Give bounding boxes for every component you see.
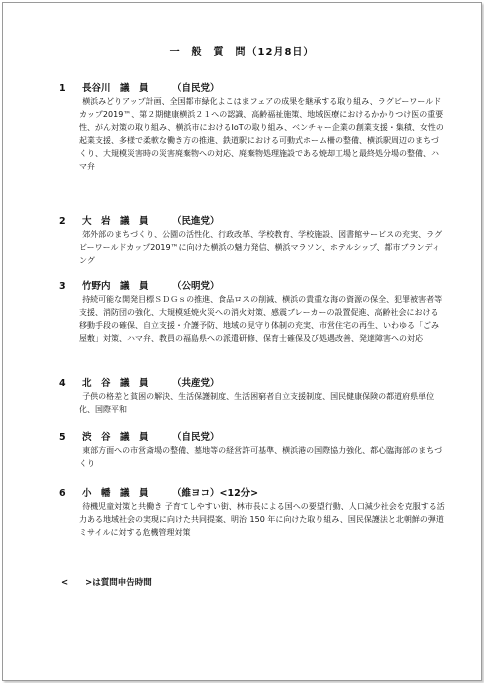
question-topics: 子供の格差と貧困の解決、生活保護制度、生活困窮者自立支援制度、国民健康保険の都道府県単位化、国際平和 [79, 392, 435, 414]
member-heading [59, 431, 445, 444]
member-party: （維ヨコ）<12分> [172, 488, 259, 499]
member-heading [59, 215, 445, 228]
member-party: （自民党） [172, 432, 220, 443]
page-title: 一 般 質 問（12月8日） [169, 47, 315, 58]
member-party: （公明党） [172, 281, 220, 292]
footnote: < >は質問申告時間 [61, 578, 152, 588]
question-section [59, 215, 445, 267]
question-topics: 郊外部のまちづくり、公園の活性化、行政改革、学校教育、学校施設、図書館サービスの充実、ラグビーワールドカップ2019™に向けた横浜の魅力発信、横浜マラソン、ホテルシップ、都市ブランディング [79, 230, 443, 265]
question-section [59, 431, 445, 470]
member-party: （民進党） [172, 216, 220, 227]
member-party: （自民党） [172, 83, 220, 94]
member-name: 長谷川 議 員 [82, 83, 149, 94]
member-number: 6 [59, 488, 66, 499]
member-heading [59, 280, 445, 293]
question-topics: 東部方面への市営斎場の整備、墓地等の経営許可基準、横浜港の国際協力強化、都心臨海部のまちづくり [79, 446, 443, 468]
member-heading [59, 377, 445, 390]
member-heading [59, 82, 445, 95]
member-name: 竹野内 議 員 [82, 281, 149, 292]
member-number: 3 [59, 281, 66, 292]
question-section [59, 280, 445, 345]
member-name: 渋 谷 議 員 [82, 432, 149, 443]
document-page [2, 2, 482, 681]
member-number: 4 [59, 378, 66, 389]
member-number: 1 [59, 83, 66, 94]
member-name: 小 幡 議 員 [82, 488, 149, 499]
member-party: （共産党） [172, 378, 220, 389]
member-name: 北 谷 議 員 [82, 378, 149, 389]
question-section [59, 82, 445, 173]
member-number: 2 [59, 216, 66, 227]
question-section [59, 487, 445, 539]
question-topics: 持続可能な開発目標ＳＤＧｓの推進、食品ロスの削減、横浜の貴重な海の資源の保全、犯罪被害者等支援、消防団の強化、大規模延焼火災への消火対策、感震ブレーカーの設置促進、高齢社会における移動手段の確保、自立支援・介護予防、地域の見守り体制の充実、市営住宅の再生、いわゆる「ごみ屋敷」対策、ハマ弁、教員の福島県への派遣研修、保育士確保及び処遇改善、発達障害への対応 [79, 295, 443, 343]
member-number: 5 [59, 432, 66, 443]
member-heading [59, 487, 445, 500]
question-section [59, 377, 445, 416]
question-topics: 横浜みどりアップ計画、全国都市緑化よこはまフェアの成果を継承する取り組み、ラグビーワールドカップ2019™、第２期健康横浜２１への認識、高齢福祉施策、地域医療におけるかかりつけ医の重要性、がん対策の取り組み、横浜市におけるIoTの取り組み、ベンチャー企業の創業支援・集積、女性の起業支援、多様で柔軟な働き方の推進、鉄道駅における可動式ホーム柵の整備、横浜駅周辺のまちづくり、大規模災害時の災害廃棄物への対応、廃棄物処理施設である焼却工場と最終処分場の整備、ハマ弁 [79, 97, 444, 171]
member-name: 大 岩 議 員 [82, 216, 149, 227]
question-topics: 待機児童対策と共働き 子育てしやすい街、林市長による国への要望行動、人口減少社会を克服する活力ある地域社会の実現に向けた共同提案、明治 150 年に向けた取り組み、国民保護法と北朝鮮の弾道ミサイルに対する危機管理対策 [79, 502, 445, 537]
